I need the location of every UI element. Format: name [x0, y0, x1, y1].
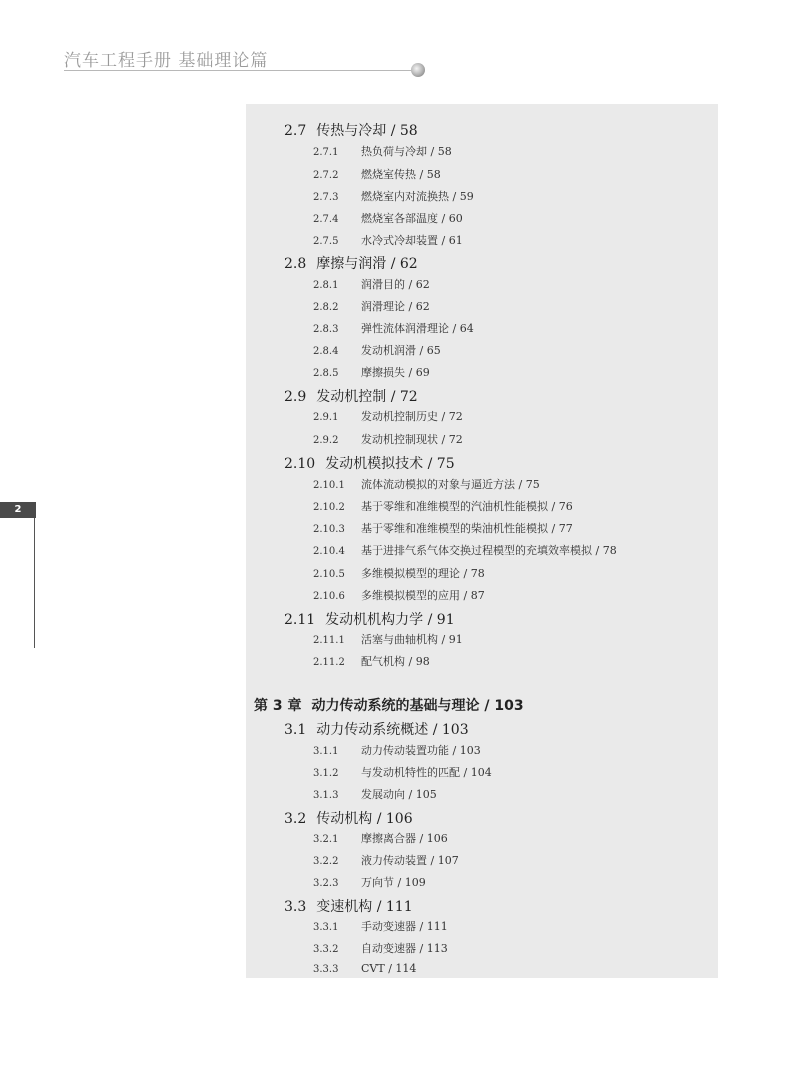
toc-section-entry: [284, 609, 455, 629]
toc-number: 3.3: [284, 899, 307, 915]
toc-subsection-entry: [313, 232, 463, 248]
toc-section-entry: [284, 386, 418, 406]
chapter-tab-line: [34, 518, 35, 648]
toc-number: 2.10.1: [313, 480, 345, 491]
toc-subsection-entry: [313, 476, 540, 492]
toc-number: 2.10.6: [313, 591, 345, 602]
toc-title: 发动机控制历史 / 72: [361, 410, 463, 423]
toc-title: 手动变速器 / 111: [361, 920, 448, 933]
toc-title: 传动机构 / 106: [316, 811, 413, 827]
toc-subsection-entry: [313, 298, 430, 314]
toc-number: 2.10.4: [313, 546, 345, 557]
toc-number: 2.8.4: [313, 346, 339, 357]
toc-title: 活塞与曲轴机构 / 91: [361, 633, 463, 646]
toc-title: 自动变速器 / 113: [361, 942, 448, 955]
toc-subsection-entry: [313, 830, 448, 846]
toc-subsection-entry: [313, 364, 430, 380]
toc-subsection-entry: [313, 166, 441, 182]
toc-number: 2.10.3: [313, 524, 345, 535]
toc-subsection-entry: [313, 962, 416, 975]
toc-title: 润滑理论 / 62: [361, 300, 430, 313]
toc-section-entry: [284, 896, 413, 916]
toc-section-entry: [284, 719, 469, 739]
toc-number: 2.7.5: [313, 236, 339, 247]
toc-title: 发动机控制现状 / 72: [361, 433, 463, 446]
running-header-title: 汽车工程手册 基础理论篇: [64, 51, 269, 71]
toc-section-entry: [284, 120, 418, 140]
toc-title: 动力传动系统概述 / 103: [316, 722, 469, 738]
toc-title: 燃烧室各部温度 / 60: [361, 212, 463, 225]
toc-number: 3.2.2: [313, 856, 339, 867]
toc-subsection-entry: [313, 742, 481, 758]
toc-number: 3.1.1: [313, 746, 339, 757]
toc-subsection-entry: [313, 320, 474, 336]
toc-subsection-entry: [313, 786, 437, 802]
toc-number: 2.7.4: [313, 214, 339, 225]
toc-number: 2.10.2: [313, 502, 345, 513]
toc-title: 发动机润滑 / 65: [361, 344, 441, 357]
toc-subsection-entry: [313, 874, 426, 890]
toc-subsection-entry: [313, 498, 573, 514]
toc-title: 摩擦离合器 / 106: [361, 832, 448, 845]
toc-title: 流体流动模拟的对象与逼近方法 / 75: [361, 478, 540, 491]
toc-number: 3.2: [284, 811, 307, 827]
toc-number: 3.1.3: [313, 790, 339, 801]
toc-title: 发动机模拟技术 / 75: [325, 456, 455, 472]
toc-title: 与发动机特性的匹配 / 104: [361, 766, 492, 779]
toc-number: 2.8.2: [313, 302, 339, 313]
toc-number: 2.9.1: [313, 412, 339, 423]
toc-section-entry: [284, 808, 413, 828]
toc-subsection-entry: [313, 653, 430, 669]
toc-title: 多维模拟模型的理论 / 78: [361, 567, 485, 580]
toc-subsection-entry: [313, 631, 463, 647]
toc-number: 2.11.1: [313, 635, 345, 646]
toc-number: 2.7: [284, 123, 307, 139]
toc-number: 第 3 章: [254, 698, 302, 714]
toc-title: 配气机构 / 98: [361, 655, 430, 668]
toc-number: 3.3.3: [313, 964, 339, 975]
toc-subsection-entry: [313, 918, 448, 934]
header-rule: [64, 70, 412, 71]
toc-title: 传热与冷却 / 58: [316, 123, 418, 139]
toc-title: 基于进排气系气体交换过程模型的充填效率模拟 / 78: [361, 544, 617, 557]
toc-title: 水冷式冷却装置 / 61: [361, 234, 463, 247]
toc-number: 2.9: [284, 389, 307, 405]
toc-number: 2.8.5: [313, 368, 339, 379]
toc-number: 3.2.3: [313, 878, 339, 889]
toc-number: 2.11.2: [313, 657, 345, 668]
toc-title: 液力传动装置 / 107: [361, 854, 459, 867]
toc-number: 2.8.3: [313, 324, 339, 335]
toc-section-entry: [284, 453, 455, 473]
toc-title: 发展动向 / 105: [361, 788, 437, 801]
toc-subsection-entry: [313, 520, 573, 536]
toc-title: 动力传动系统的基础与理论 / 103: [311, 698, 524, 714]
toc-number: 2.9.2: [313, 435, 339, 446]
toc-title: 燃烧室传热 / 58: [361, 168, 441, 181]
toc-subsection-entry: [313, 342, 441, 358]
toc-title: 基于零维和准维模型的柴油机性能模拟 / 77: [361, 522, 573, 535]
toc-number: 3.1: [284, 722, 307, 738]
toc-title: 燃烧室内对流换热 / 59: [361, 190, 474, 203]
toc-number: 2.10.5: [313, 569, 345, 580]
header-ornament-icon: [411, 63, 425, 77]
toc-number: 2.7.3: [313, 192, 339, 203]
toc-subsection-entry: [313, 431, 463, 447]
toc-number: 3.2.1: [313, 834, 339, 845]
toc-subsection-entry: [313, 188, 474, 204]
chapter-tab: 2: [0, 502, 36, 518]
toc-subsection-entry: [313, 143, 452, 159]
toc-subsection-entry: [313, 276, 430, 292]
toc-subsection-entry: [313, 852, 459, 868]
toc-section-entry: [284, 253, 418, 273]
toc-title: 摩擦与润滑 / 62: [316, 256, 418, 272]
toc-title: CVT / 114: [361, 962, 417, 975]
toc-subsection-entry: [313, 408, 463, 424]
toc-title: 基于零维和准维模型的汽油机性能模拟 / 76: [361, 500, 573, 513]
toc-title: 变速机构 / 111: [316, 899, 413, 915]
toc-number: 2.7.2: [313, 170, 339, 181]
toc-title: 润滑目的 / 62: [361, 278, 430, 291]
toc-subsection-entry: [313, 940, 448, 956]
toc-number: 2.8: [284, 256, 307, 272]
toc-number: 3.1.2: [313, 768, 339, 779]
toc-title: 摩擦损失 / 69: [361, 366, 430, 379]
toc-chapter-entry: [254, 695, 524, 715]
toc-subsection-entry: [313, 210, 463, 226]
toc-subsection-entry: [313, 764, 492, 780]
toc-subsection-entry: [313, 542, 617, 558]
toc-title: 发动机机构力学 / 91: [325, 612, 455, 628]
toc-number: 2.8.1: [313, 280, 339, 291]
toc-number: 2.10: [284, 456, 316, 472]
toc-subsection-entry: [313, 587, 485, 603]
toc-title: 万向节 / 109: [361, 876, 426, 889]
toc-number: 3.3.1: [313, 922, 339, 933]
toc-number: 2.11: [284, 612, 316, 628]
toc-title: 弹性流体润滑理论 / 64: [361, 322, 474, 335]
toc-title: 动力传动装置功能 / 103: [361, 744, 481, 757]
toc-title: 多维模拟模型的应用 / 87: [361, 589, 485, 602]
toc-title: 发动机控制 / 72: [316, 389, 418, 405]
toc-number: 3.3.2: [313, 944, 339, 955]
toc-title: 热负荷与冷却 / 58: [361, 145, 452, 158]
toc-subsection-entry: [313, 565, 485, 581]
toc-number: 2.7.1: [313, 147, 339, 158]
